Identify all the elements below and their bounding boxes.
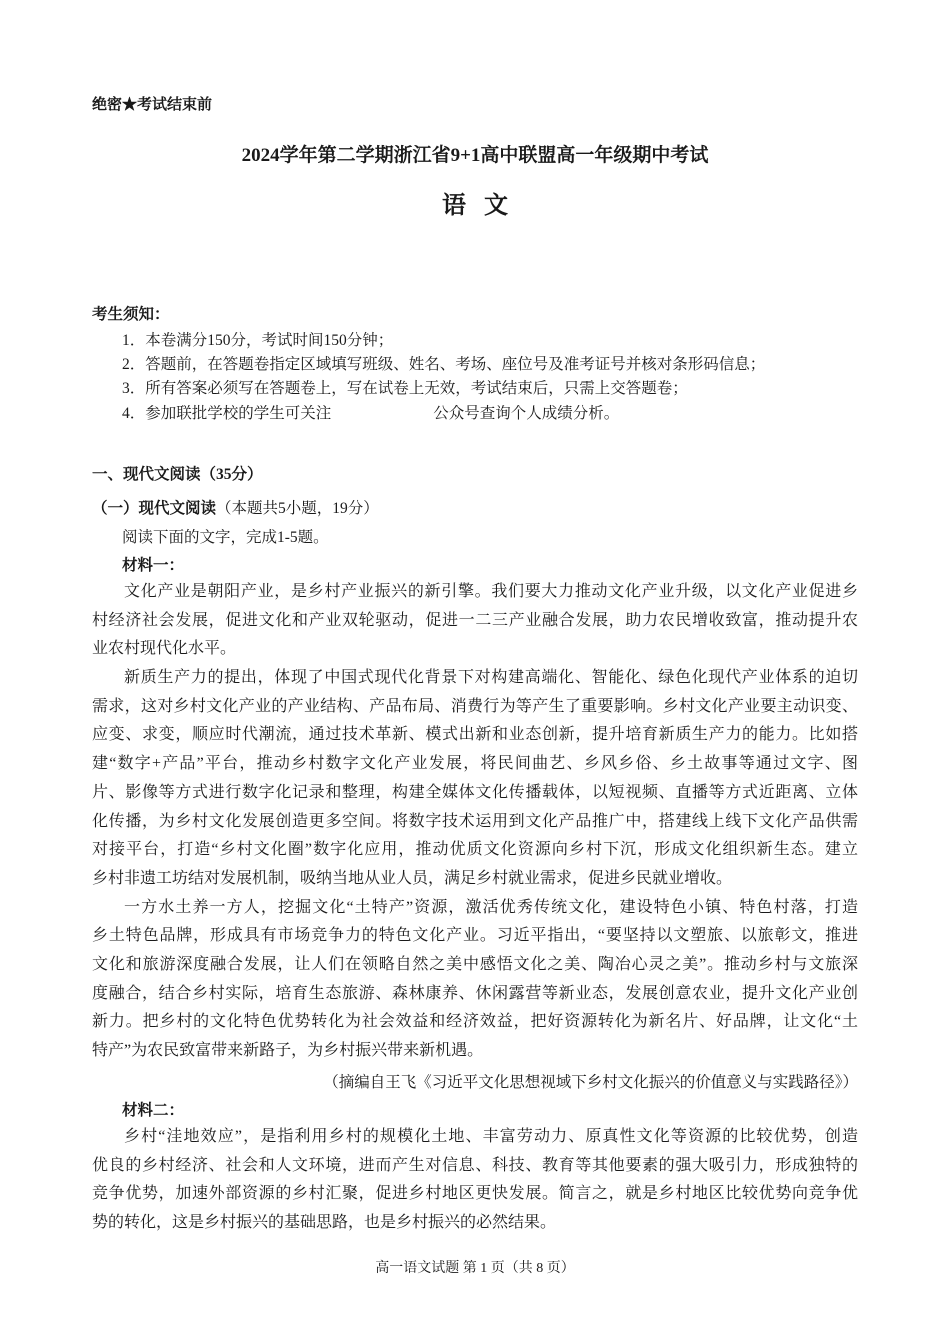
material1-body [92, 578, 858, 1066]
paragraph [92, 894, 858, 1066]
paragraph-line: 建“数字+产品”平台，推动乡村数字文化产业发展，将民间曲艺、乡风乡俗、乡土故事等通过文字、图 [92, 755, 858, 773]
material2-body [92, 1123, 858, 1238]
material2-label: 材料二： [122, 1102, 185, 1119]
paragraph-line: 特产”为农民致富带来新路子，为乡村振兴带来新机遇。 [92, 1042, 484, 1059]
exam-title: 2024学年第二学期浙江省9+1高中联盟高一年级期中考试 [241, 145, 709, 166]
page-footer: 高一语文试题 第 1 页（共 8 页） [375, 1261, 575, 1276]
paragraph [92, 664, 858, 894]
paragraph-line: 业农村现代化水平。 [92, 640, 237, 658]
paragraph-line: 势的转化，这是乡村振兴的基础思路，也是乡村振兴的必然结果。 [92, 1214, 557, 1232]
material1-source: （摘编自王飞《习近平文化思想视域下乡村文化振兴的价值意义与实践路径》） [323, 1074, 858, 1091]
notice-item: 1．本卷满分150分，考试时间150分钟； [122, 332, 394, 349]
paragraph-line: 新质生产力的提出，体现了中国式现代化背景下对构建高端化、智能化、绿色化现代产业体系的迫切 [124, 669, 858, 687]
notice-item-4-part1: 4．参加联批学校的学生可关注 [122, 405, 332, 422]
subsection-title: （一）现代文阅读 [92, 500, 217, 517]
paragraph-line: 度融合，结合乡村实际，培育生态旅游、森林康养、休闲露营等新业态，发展创意农业，提升文化产业创 [92, 984, 858, 1002]
paragraph-line: 乡村非遗工坊结对发展机制，吸纳当地从业人员，满足乡村就业需求，促进乡民就业增收。 [92, 869, 733, 887]
subsection-heading [92, 496, 379, 518]
reading-instruction: 阅读下面的文字，完成1-5题。 [122, 529, 329, 546]
paragraph-line: 一方水土养一方人，挖掘文化“土特产”资源，激活优秀传统文化，建设特色小镇、特色村落，打造 [124, 898, 858, 916]
notice-item: 2．答题前，在答题卷指定区域填写班级、姓名、考场、座位号及准考证号并核对条形码信息； [122, 356, 766, 373]
paragraph-line: 竞争优势，加速外部资源的乡村汇聚，促进乡村地区更快发展。简言之，就是乡村地区比较优势向竞争优 [92, 1185, 858, 1203]
notice-item-4 [122, 401, 619, 423]
section-heading: 一、现代文阅读（35分） [92, 466, 263, 483]
paragraph-line: 优良的乡村经济、社会和人文环境，进而产生对信息、科技、教育等其他要素的强大吸引力，形成独特的 [92, 1156, 858, 1174]
paragraph-line: 化传播，为乡村文化发展创造更多空间。将数字技术运用到文化产品推广中，搭建线上线下文化产品供需 [92, 812, 858, 830]
paragraph-line: 片、影像等方式进行数字化记录和整理，构建全媒体文化传播载体，以短视频、直播等方式近距离、立体 [92, 783, 858, 801]
notice-item: 3．所有答案必须写在答题卷上，写在试卷上无效，考试结束后，只需上交答题卷； [122, 380, 688, 397]
material1-label: 材料一： [122, 557, 185, 574]
paragraph-line: 村经济社会发展，促进文化和产业双轮驱动，促进一二三产业融合发展，助力农民增收致富，推动提升农 [92, 611, 858, 629]
notice-heading: 考生须知： [92, 306, 170, 323]
paragraph-line: 新力。把乡村的文化特色优势转化为社会效益和经济效益，把好资源转化为新名片、好品牌，让文化“土 [92, 1013, 858, 1031]
confidential-label: 绝密★考试结束前 [92, 97, 213, 113]
subsection-info: （本题共5小题，19分） [216, 500, 379, 517]
subject-title: 语文 [442, 193, 526, 219]
paragraph-line: 乡土特色品牌，形成具有市场竞争力的特色文化产业。习近平指出，“要坚持以文塑旅、以旅彰文，推进 [92, 927, 858, 945]
paragraph-line: 需求，这对乡村文化产业的产业结构、产品布局、消费行为等产生了重要影响。乡村文化产业要主动识变、 [92, 697, 858, 715]
paragraph-line: 对接平台，打造“乡村文化圈”数字化应用，推动优质文化资源向乡村下沉，形成文化组织新生态。建立 [92, 841, 858, 859]
paragraph [92, 1123, 858, 1238]
paragraph-line: 文化产业是朝阳产业，是乡村产业振兴的新引擎。我们要大力推动文化产业升级，以文化产业促进乡 [124, 583, 858, 600]
paragraph-line: 文化和旅游深度融合发展，让人们在领略自然之美中感悟文化之美、陶冶心灵之美”。推动乡村与文旅深 [92, 955, 858, 973]
paragraph-line: 乡村“洼地效应”，是指利用乡村的规模化土地、丰富劳动力、原真性文化等资源的比较优势，创造 [124, 1128, 858, 1145]
notice-item-4-part2: 公众号查询个人成绩分析。 [433, 405, 620, 422]
paragraph-line: 应变、求变，顺应时代潮流，通过技术革新、模式出新和业态创新，提升培育新质生产力的能力。比如搭 [92, 726, 858, 744]
paragraph [92, 578, 858, 664]
